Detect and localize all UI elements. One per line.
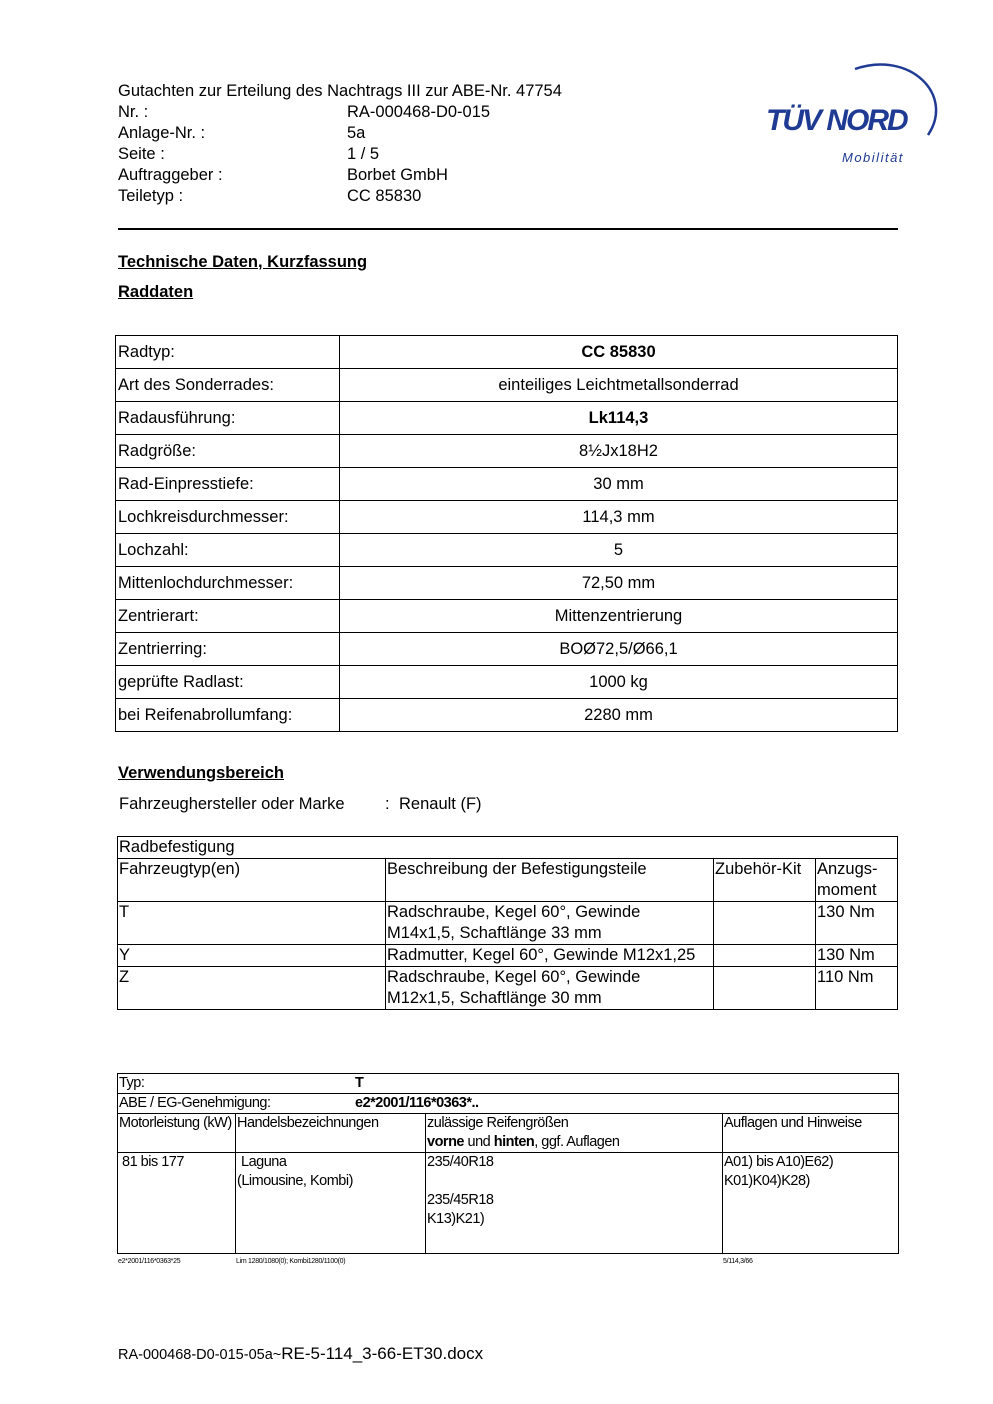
field-value: 1 / 5 (347, 145, 380, 163)
reifen-line1: 235/40R18 (427, 1154, 494, 1170)
cell-beschreibung: Radschraube, Kegel 60°, Gewinde M14x1,5, Schaftlänge 33 mm (386, 902, 714, 945)
cell-reifen (426, 1153, 723, 1254)
row-label: Mittenlochdurchmesser: (116, 567, 340, 600)
table-row (116, 336, 898, 369)
header-field-anlage (118, 123, 365, 144)
hersteller-line (119, 795, 482, 814)
row-label: Zentrierart: (116, 600, 340, 633)
field-value: 5a (347, 124, 366, 142)
column-header: Fahrzeugtyp(en) (118, 859, 386, 902)
table-row (118, 837, 898, 859)
hersteller-label: Fahrzeughersteller oder Marke (119, 795, 345, 813)
table-row (116, 699, 898, 732)
cell-typ: Y (118, 945, 386, 967)
row-value: 1000 kg (340, 666, 898, 699)
cell-kit (714, 967, 816, 1010)
field-label: Anlage-Nr. : (118, 124, 206, 142)
cell-handel (236, 1153, 426, 1254)
column-header: Zubehör-Kit (714, 859, 816, 902)
table-header-row (118, 859, 898, 902)
row-value: 5 (340, 534, 898, 567)
abe-row (118, 1094, 899, 1114)
table-row (116, 369, 898, 402)
handel-line2: (Limousine, Kombi) (237, 1173, 353, 1189)
row-label: Radtyp: (116, 336, 340, 369)
header-field-seite (118, 144, 379, 165)
tiny-note-right: 5/114,3/66 (723, 1258, 753, 1265)
table-row (118, 1153, 899, 1254)
abe-value: e2*2001/116*0363*.. (355, 1095, 479, 1111)
section-heading-technische-daten: Technische Daten, Kurzfassung (118, 253, 368, 271)
auflagen-line1: A01) bis A10)E62) (724, 1154, 834, 1170)
field-value: Borbet GmbH (347, 166, 448, 184)
column-header-leistung: Motorleistung (kW) (118, 1114, 236, 1153)
table-row (116, 435, 898, 468)
row-label: Zentrierring: (116, 633, 340, 666)
table-row (118, 967, 898, 1010)
reifen-vorne: vorne (427, 1134, 464, 1150)
table-header-row (118, 1114, 899, 1153)
header-field-teiletyp (118, 186, 421, 207)
footer-part2: RE-5-114_3-66-ET30.docx (281, 1344, 484, 1363)
row-label: Art des Sonderrades: (116, 369, 340, 402)
tuev-nord-logo (760, 55, 945, 170)
hersteller-separator: : (385, 795, 390, 813)
reifen-line3: K13)K21) (427, 1211, 485, 1227)
reifen-header-line2 (427, 1133, 721, 1152)
section-heading-raddaten: Raddaten (118, 283, 194, 301)
column-header: Anzugs-moment (816, 859, 898, 902)
cell-kit (714, 945, 816, 967)
cell-kit (714, 902, 816, 945)
typ-label: Typ: (119, 1075, 145, 1091)
table-row (118, 902, 898, 945)
row-label: Radgröße: (116, 435, 340, 468)
row-value: Lk114,3 (340, 402, 898, 435)
row-value: BOØ72,5/Ø66,1 (340, 633, 898, 666)
reifen-hinten: hinten (493, 1134, 535, 1150)
row-value: einteiliges Leichtmetallsonderrad (340, 369, 898, 402)
cell-typ: T (118, 902, 386, 945)
footer-part1: RA-000468-D0-015-05a~ (118, 1347, 282, 1363)
raddaten-table (115, 335, 898, 732)
reifen-und: und (464, 1134, 494, 1150)
table-row (116, 666, 898, 699)
hersteller-value: Renault (F) (399, 795, 482, 813)
cell-moment: 110 Nm (816, 967, 898, 1010)
table-row (116, 534, 898, 567)
auflagen-line2: K01)K04)K28) (724, 1173, 810, 1189)
row-label: bei Reifenabrollumfang: (116, 699, 340, 732)
cell-beschreibung: Radschraube, Kegel 60°, Gewinde M12x1,5, Schaftlänge 30 mm (386, 967, 714, 1010)
column-header: Beschreibung der Befestigungsteile (386, 859, 714, 902)
header-field-auftraggeber (118, 165, 448, 186)
column-header-reifen (426, 1114, 723, 1153)
row-label: Rad-Einpresstiefe: (116, 468, 340, 501)
row-value: CC 85830 (340, 336, 898, 369)
typ-row (118, 1074, 899, 1094)
header-divider (118, 228, 898, 230)
row-label: Radausführung: (116, 402, 340, 435)
logo-subtext: Mobilität (842, 150, 904, 165)
row-label: geprüfte Radlast: (116, 666, 340, 699)
field-value: CC 85830 (347, 187, 422, 205)
field-value: RA-000468-D0-015 (347, 103, 491, 121)
section-heading-verwendungsbereich: Verwendungsbereich (118, 764, 284, 782)
row-label: Lochzahl: (116, 534, 340, 567)
row-label: Lochkreisdurchmesser: (116, 501, 340, 534)
cell-beschreibung: Radmutter, Kegel 60°, Gewinde M12x1,25 (386, 945, 714, 967)
radbefestigung-table (117, 836, 898, 1010)
cell-auflagen (723, 1153, 899, 1254)
table-title: Radbefestigung (118, 837, 898, 859)
row-value: 8½Jx18H2 (340, 435, 898, 468)
reifen-rest: , ggf. Auflagen (534, 1134, 620, 1150)
field-label: Auftraggeber : (118, 166, 223, 184)
reifen-line2: 235/45R18 (427, 1192, 494, 1208)
footer-filename (118, 1344, 483, 1364)
column-header-handel: Handelsbezeichnungen (236, 1114, 426, 1153)
table-row (116, 468, 898, 501)
logo-text: TÜV NORD (766, 104, 907, 137)
tiny-note-mid: Lim 1280/1080(0); Kombi1280/1100(0) (236, 1258, 346, 1265)
cell-moment: 130 Nm (816, 945, 898, 967)
field-label: Teiletyp : (118, 187, 184, 205)
reifen-spacer (427, 1172, 721, 1191)
field-label: Seite : (118, 145, 165, 163)
typ-value: T (355, 1075, 364, 1091)
row-value: 114,3 mm (340, 501, 898, 534)
abe-label: ABE / EG-Genehmigung: (119, 1095, 271, 1111)
row-value: 72,50 mm (340, 567, 898, 600)
cell-moment: 130 Nm (816, 902, 898, 945)
cell-typ: Z (118, 967, 386, 1010)
header-field-nr (118, 102, 490, 123)
table-row (116, 600, 898, 633)
table-row (116, 633, 898, 666)
table-row (116, 501, 898, 534)
table-row (118, 1094, 899, 1114)
typ-table (117, 1073, 899, 1254)
table-row (116, 567, 898, 600)
reifen-header-line1: zulässige Reifengrößen (427, 1115, 569, 1131)
tiny-note-left: e2*2001/116*0363*25 (118, 1258, 181, 1265)
handel-line1: Laguna (241, 1154, 287, 1170)
table-row (118, 945, 898, 967)
table-row (116, 402, 898, 435)
field-label: Nr. : (118, 103, 149, 121)
document-title: Gutachten zur Erteilung des Nachtrags III zur ABE-Nr. 47754 (118, 82, 562, 100)
cell-leistung: 81 bis 177 (118, 1153, 236, 1254)
table-row (118, 1074, 899, 1094)
column-header-auflagen: Auflagen und Hinweise (723, 1114, 899, 1153)
row-value: 30 mm (340, 468, 898, 501)
row-value: Mittenzentrierung (340, 600, 898, 633)
row-value: 2280 mm (340, 699, 898, 732)
